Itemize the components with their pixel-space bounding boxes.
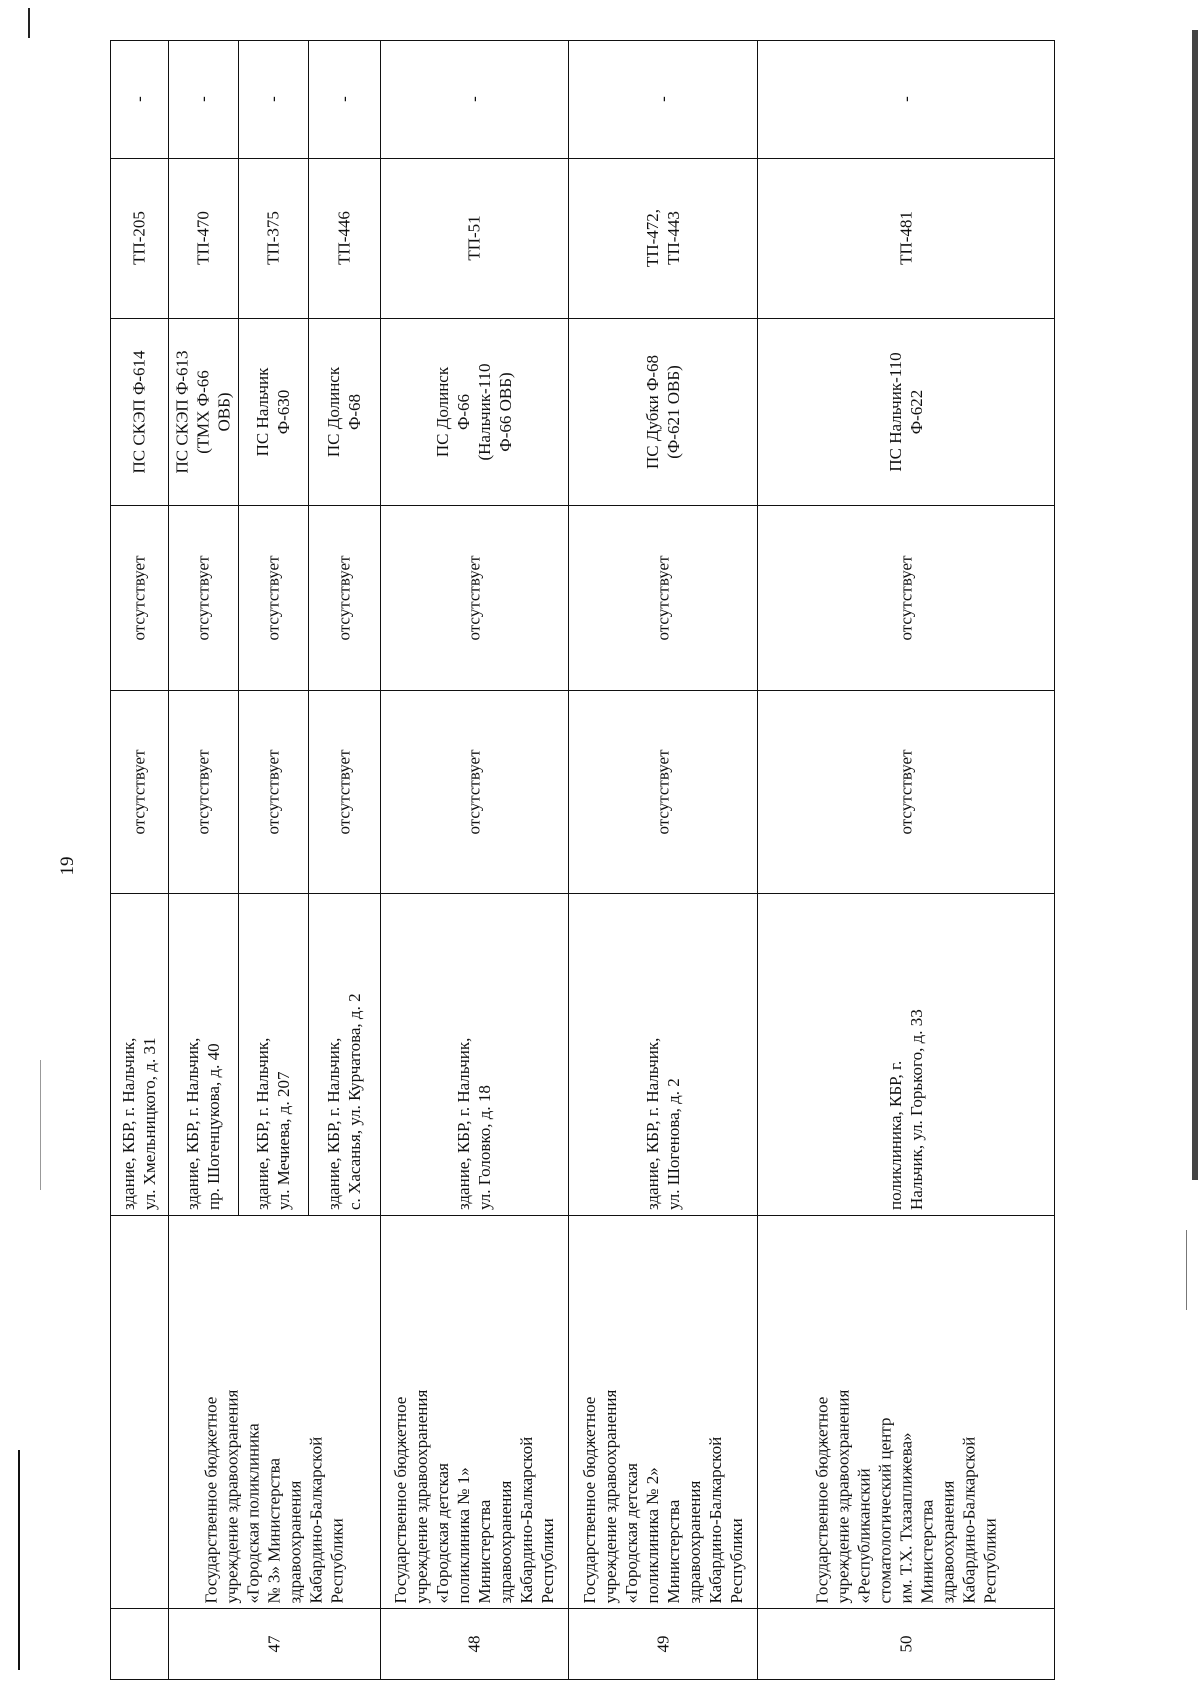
status-cell [568, 505, 757, 690]
transformer-cell [308, 158, 380, 318]
status-cell-text: отсутствует [334, 748, 354, 835]
status-cell-text: отсутствует [263, 554, 283, 641]
transformer-cell [380, 158, 568, 318]
address-cell [380, 893, 568, 1215]
row-number [380, 1608, 568, 1680]
transformer-cell-text: ТП-446 [334, 211, 354, 265]
address-cell-text: здание, КБР, г. Нальчик, ул. Шогенова, д. 2 [642, 1037, 683, 1210]
substation-cell [380, 318, 568, 505]
status-cell [568, 690, 757, 893]
institution-name [568, 1215, 757, 1608]
transformer-cell-text: ТП-472, ТП-443 [642, 208, 683, 268]
status-cell-text: отсутствует [129, 748, 149, 835]
substation-cell-text: ПС Долинск Ф-66 (Нальчик-110 Ф-66 ОВБ) [433, 363, 515, 461]
address-cell-text: здание, КБР, г. Нальчик, с. Хасанья, ул. Курчатова, д. 2 [324, 993, 364, 1210]
substation-cell-text: ПС СКЭП Ф-614 [129, 349, 149, 474]
transformer-cell-text: ТП-470 [193, 211, 213, 265]
institution-name [168, 1215, 380, 1608]
substation-cell-text: ПС Нальчик Ф-630 [253, 367, 293, 456]
address-cell [308, 893, 380, 1215]
dash-cell [380, 40, 568, 158]
substation-cell [110, 318, 168, 505]
dash-cell-text: - [193, 96, 213, 102]
dash-cell-text: - [129, 96, 149, 102]
status-cell-text: отсутствует [653, 748, 672, 835]
substation-cell-text: ПС СКЭП Ф-613 (ТМХ Ф-66 ОВБ) [172, 349, 234, 474]
status-cell [757, 505, 1055, 690]
dash-cell-text: - [896, 96, 916, 102]
status-cell-text: отсутствует [464, 554, 484, 641]
transformer-cell [238, 158, 308, 318]
status-cell [168, 690, 238, 893]
status-cell-text: отсутствует [263, 748, 283, 835]
institution-name-text: Государственное бюджетное учреждение здравоохранения «Республиканский стоматологический центр им. Т.Х. Тхазаплижева» Министерства здравоохранения Кабардино-Балкарской Республики [812, 1389, 1000, 1603]
status-cell-text: отсутствует [896, 748, 916, 835]
address-cell-text: поликлиника, КБР, г. Нальчик, ул. Горького, д. 33 [886, 1009, 926, 1210]
substation-cell [238, 318, 308, 505]
institution-name-text: Государственное бюджетное учреждение здравоохранения «Городская детская поликлиника № 2» Министерства здравоохранения Кабардино-Балкарской Республики [579, 1389, 746, 1603]
institution-name-text: Государственное бюджетное учреждение здравоохранения «Городская детская поликлиника № 1» Министерства здравоохранения Кабардино-Балкарской Республики [391, 1389, 557, 1603]
address-cell [757, 893, 1055, 1215]
status-cell [757, 690, 1055, 893]
status-cell [308, 690, 380, 893]
status-cell-text: отсутствует [464, 748, 484, 835]
scan-edge-right [1192, 30, 1198, 1180]
dash-cell [238, 40, 308, 158]
page-number: 19 [57, 856, 78, 876]
status-cell-text: отсутствует [129, 554, 149, 641]
scan-mark-top [28, 8, 30, 38]
scan-mark-left [18, 1450, 20, 1670]
scan-mark-right [1186, 1230, 1187, 1310]
substation-cell-text: ПС Дубки Ф-68 (Ф-621 ОВБ) [642, 354, 683, 469]
status-cell-text: отсутствует [653, 554, 672, 641]
transformer-cell-text: ТП-205 [129, 211, 149, 265]
status-cell [168, 505, 238, 690]
address-cell-text: здание, КБР, г. Нальчик, пр. Шогенцукова, д. 40 [183, 1037, 223, 1210]
address-cell [110, 893, 168, 1215]
dash-cell [168, 40, 238, 158]
transformer-cell-text: ТП-481 [896, 211, 916, 265]
row-number-text: 48 [464, 1635, 484, 1653]
row-number-text: 50 [896, 1635, 916, 1653]
row-number-text: 49 [653, 1635, 672, 1653]
dash-cell-text: - [653, 96, 672, 102]
institution-name-text: Государственное бюджетное учреждение здравоохранения «Городская поликлиника № 3» Министерства здравоохранения Кабардино-Балкарской Республики [201, 1389, 347, 1603]
address-cell [238, 893, 308, 1215]
status-cell-text: отсутствует [193, 748, 213, 835]
transformer-cell [110, 158, 168, 318]
institution-name [757, 1215, 1055, 1608]
substation-cell-text: ПС Нальчик-110 Ф-622 [886, 351, 926, 472]
transformer-cell [168, 158, 238, 318]
transformer-cell [568, 158, 757, 318]
transformer-cell [757, 158, 1055, 318]
institution-name [380, 1215, 568, 1608]
row-number [168, 1608, 380, 1680]
dash-cell [308, 40, 380, 158]
status-cell-text: отсутствует [896, 554, 916, 641]
status-cell [110, 505, 168, 690]
status-cell-text: отсутствует [193, 554, 213, 641]
substation-cell [308, 318, 380, 505]
address-cell-text: здание, КБР, г. Нальчик, ул. Головко, д. 18 [454, 1037, 494, 1210]
scan-mark-faint [40, 1060, 41, 1190]
substation-cell [168, 318, 238, 505]
dash-cell [568, 40, 757, 158]
status-cell-text: отсутствует [334, 554, 354, 641]
substation-cell-text: ПС Долинск Ф-68 [324, 366, 364, 457]
dash-cell-text: - [334, 96, 354, 102]
transformer-cell-text: ТП-51 [464, 215, 484, 261]
dash-cell [110, 40, 168, 158]
transformer-cell-text: ТП-375 [263, 211, 283, 265]
address-cell-text: здание, КБР, г. Нальчик, ул. Хмельницкого, д. 31 [119, 1037, 159, 1210]
status-cell [238, 690, 308, 893]
status-cell [380, 505, 568, 690]
row-number-text: 47 [264, 1635, 284, 1653]
row-number [568, 1608, 757, 1680]
address-cell [168, 893, 238, 1215]
status-cell [110, 690, 168, 893]
dash-cell-text: - [464, 96, 484, 102]
row-number [757, 1608, 1055, 1680]
dash-cell-text: - [263, 96, 283, 102]
dash-cell [757, 40, 1055, 158]
status-cell [308, 505, 380, 690]
address-cell [568, 893, 757, 1215]
status-cell [238, 505, 308, 690]
substation-cell [568, 318, 757, 505]
address-cell-text: здание, КБР, г. Нальчик, ул. Мечиева, д. 207 [253, 1037, 293, 1210]
substation-cell [757, 318, 1055, 505]
status-cell [380, 690, 568, 893]
